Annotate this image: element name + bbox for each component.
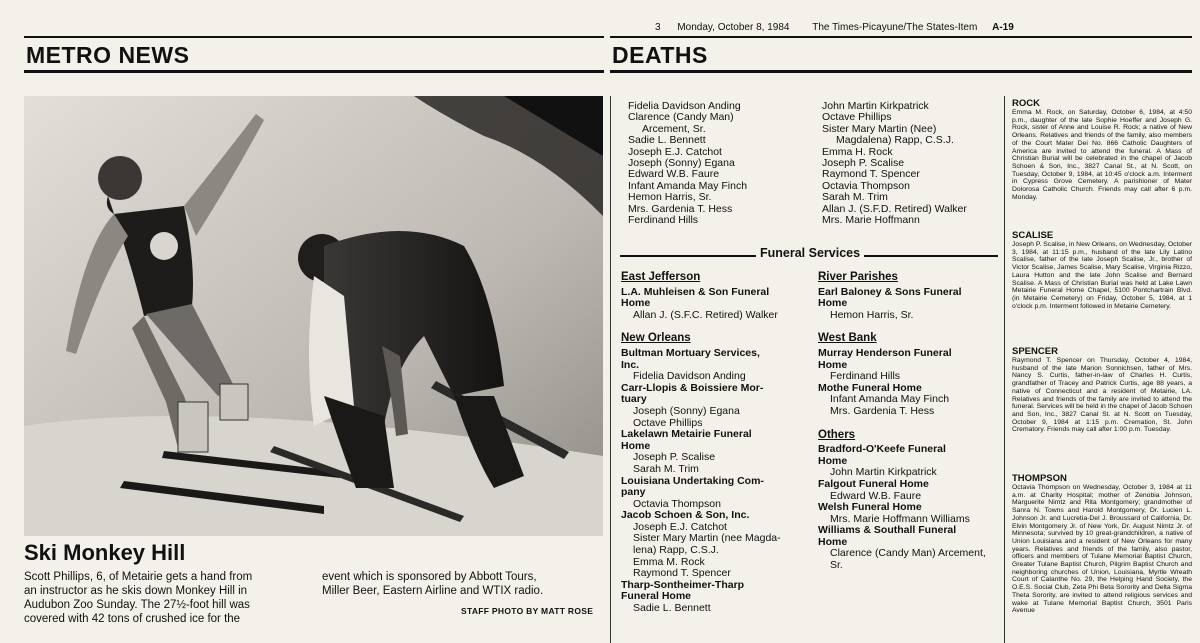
death-name: Hemon Harris, Sr. bbox=[628, 191, 712, 204]
column-divider bbox=[610, 96, 611, 643]
obituary-spencer bbox=[1012, 347, 1192, 434]
top-rule-right bbox=[610, 36, 1192, 38]
death-name: Edward W.B. Faure bbox=[628, 168, 720, 181]
caption-line: Scott Phillips, 6, of Metairie gets a hand from bbox=[24, 571, 253, 583]
funeral-services-heading bbox=[620, 244, 998, 264]
funeral-home: Home bbox=[621, 439, 651, 452]
funeral-home: Williams & Southall Funeral bbox=[818, 524, 957, 537]
deceased-name: Mrs. Gardenia T. Hess bbox=[830, 404, 935, 417]
deaths-title-rule bbox=[610, 70, 1192, 73]
funeral-services-label: Funeral Services bbox=[756, 246, 864, 260]
region-east-jefferson: East Jefferson bbox=[621, 271, 701, 283]
deceased-name: Joseph E.J. Catchot bbox=[633, 520, 727, 533]
funeral-home: L.A. Muhleisen & Son Funeral bbox=[621, 285, 770, 298]
funeral-home: Carr-Llopis & Boissiere Mor- bbox=[621, 381, 764, 394]
obituary-text: Emma M. Rock, on Saturday, October 6, 1984, at 4:50 p.m., daughter of the late Sophie Hoeffer and Joseph G. Rock, sister of Anne and Louise R. Rock; a native of New Orleans. Relatives and friends of the family, also members of the Court Mater Dei No. 866 Catholic Daughters of America are invited to attend the funeral. A Mass of Christian Burial will be celebrated in the chapel of Jacob Schoen & Son, Inc., 3827 Canal St., at N. Scott, on Tuesday, October 9, 1984, at 10:45 o'clock a.m. Interment in Cypress Grove Cemetery. A parishioner of Mater Dolorosa Catholic Church. Friends may call after 6 p.m. Monday. bbox=[1012, 109, 1192, 201]
funeral-home: Home bbox=[621, 297, 651, 310]
funeral-home: Inc. bbox=[621, 358, 640, 371]
metro-title-rule bbox=[24, 70, 604, 73]
paper-name: The Times-Picayune/The States-Item bbox=[812, 22, 978, 33]
deaths-names-col1 bbox=[628, 101, 747, 226]
deceased-name: Raymond T. Spencer bbox=[633, 567, 731, 580]
funeral-home: Louisiana Undertaking Com- bbox=[621, 474, 764, 487]
deceased-name: Hemon Harris, Sr. bbox=[830, 308, 914, 321]
obituary-text: Octavia Thompson on Wednesday, October 3, 1984 at 11 a.m. at Charity Hospital; mother of Zenobia Johnson, Marguerite Nimtz and Rita Montgomery; grandmother of Sanra N. Towns and Harold Montgomery, Dr. Lucien L. Johnson Jr. and Lucretia-Del J. Broussard of California, Dr. Elvin Montgomery Jr. of New York, Dr. August Nimtz Jr. of Minnesota; survived by 10 great-grandchildren, a native of Union Louisiana and a resident of New Orleans for many years. Relatives and friends of the family, also pastor, officers and members of Tulane Memorial Baptist Church, Greater Tulane Baptist Church, Pilgrim Baptist Church and neighboring churches of Union, Louisiana, Myrtle Wreath Court of Calanthe No. 29, the Helping Hand Society, the O.E.S. Social Club, Zeta Phi Beta Sorority and Delta Sigma Theta Sorority, are invited to attend religious services and wake at Tulane Memorial Baptist Church, 3501 Paris Avenue bbox=[1012, 484, 1192, 615]
death-name: Mrs. Marie Hoffmann bbox=[822, 214, 920, 227]
funeral-home: Home bbox=[818, 297, 848, 310]
deceased-name: Sister Mary Martin (nee Magda- bbox=[633, 532, 781, 545]
column-divider bbox=[1004, 96, 1005, 643]
deceased-name: Emma M. Rock bbox=[633, 555, 705, 568]
funeral-home: Mothe Funeral Home bbox=[818, 381, 922, 394]
death-name: Infant Amanda May Finch bbox=[628, 179, 748, 192]
death-name: Clarence (Candy Man) bbox=[628, 111, 734, 124]
region-west-bank: West Bank bbox=[818, 332, 877, 345]
funeral-home: Home bbox=[818, 358, 848, 371]
page-number: 3 bbox=[655, 22, 661, 33]
caption-line: covered with 42 tons of crushed ice for the bbox=[24, 613, 241, 625]
death-name: Emma H. Rock bbox=[822, 145, 893, 158]
photo-credit: STAFF PHOTO BY MATT ROSE bbox=[461, 606, 594, 616]
deceased-name: Ferdinand Hills bbox=[830, 370, 901, 383]
deaths-names-col2 bbox=[822, 101, 967, 226]
death-name: Octave Phillips bbox=[822, 111, 892, 124]
funeral-services-right bbox=[818, 272, 1000, 572]
ski-photo bbox=[24, 96, 603, 536]
funeral-home: Bultman Mortuary Services, bbox=[621, 346, 760, 359]
issue-date: Monday, October 8, 1984 bbox=[677, 22, 790, 33]
obituary-surname: SCALISE bbox=[1012, 230, 1054, 241]
caption-right bbox=[322, 570, 604, 598]
deceased-name: lena) Rapp, C.S.J. bbox=[633, 544, 719, 557]
obituary-surname: THOMPSON bbox=[1012, 474, 1067, 484]
death-name: Arcement, Sr. bbox=[642, 122, 706, 135]
funeral-home: Jacob Schoen & Son, Inc. bbox=[621, 509, 750, 522]
death-name: John Martin Kirkpatrick bbox=[822, 100, 929, 112]
obituary-surname: ROCK bbox=[1012, 98, 1040, 109]
funeral-home: Earl Baloney & Sons Funeral bbox=[818, 285, 962, 298]
deceased-name: Fidelia Davidson Anding bbox=[633, 370, 746, 383]
obituary-rock bbox=[1012, 99, 1192, 201]
funeral-home: tuary bbox=[621, 393, 647, 406]
deceased-name: Infant Amanda May Finch bbox=[830, 393, 950, 406]
death-name: Joseph (Sonny) Egana bbox=[628, 157, 735, 170]
obituary-thompson bbox=[1012, 474, 1192, 643]
death-name: Sister Mary Martin (Nee) bbox=[822, 122, 937, 135]
region-new-orleans: New Orleans bbox=[621, 332, 691, 345]
deceased-name: John Martin Kirkpatrick bbox=[830, 466, 937, 479]
caption-left bbox=[24, 570, 314, 626]
deceased-name: Sadie L. Bennett bbox=[633, 602, 711, 615]
obituary-surname: SPENCER bbox=[1012, 346, 1058, 357]
region-river-parishes: River Parishes bbox=[818, 271, 898, 283]
death-name: Joseph P. Scalise bbox=[822, 157, 905, 170]
page-header bbox=[655, 22, 1014, 33]
caption-line: Miller Beer, Eastern Airline and WTIX radio. bbox=[322, 585, 544, 597]
death-name: Allan J. (S.F.D. Retired) Walker bbox=[822, 202, 967, 215]
death-name: Joseph E.J. Catchot bbox=[628, 145, 722, 158]
deceased-name: Edward W.B. Faure bbox=[830, 489, 922, 502]
deceased-name: Mrs. Marie Hoffmann Williams bbox=[830, 512, 970, 525]
death-name: Magdalena) Rapp, C.S.J. bbox=[836, 134, 954, 147]
deceased-name: Sr. bbox=[830, 559, 843, 572]
deceased-name: Clarence (Candy Man) Arcement, bbox=[830, 547, 986, 560]
caption-line: an instructor as he skis down Monkey Hill in bbox=[24, 585, 248, 597]
death-name: Sarah M. Trim bbox=[822, 191, 888, 204]
deceased-name: Octavia Thompson bbox=[633, 497, 721, 510]
funeral-home: Lakelawn Metairie Funeral bbox=[621, 428, 752, 441]
obituary-scalise bbox=[1012, 231, 1192, 310]
deceased-name: Octave Phillips bbox=[633, 416, 703, 429]
metro-news-title: METRO NEWS bbox=[26, 42, 190, 68]
obituary-text: Joseph P. Scalise, in New Orleans, on Wednesday, October 3, 1984, at 11:15 p.m., husband of the late Lily Latino Scalise, father of the late Joseph Scalise, Jr., brother of Victor Scalise, James Scalise, Mary Scalise, Virginia Rizzo, Laura Hutton and the late John Scalise and Bernard Scalise. A Mass of Christian Burial was held at Lake Lawn Metairie Funeral Home Chapel, 5100 Pontchartrain Blvd. (in Metairie Cemetery) on Friday, October 5, 1984, at 1 o'clock p.m. Interment followed in Metairie Cemetery. bbox=[1012, 241, 1192, 310]
funeral-home: Home bbox=[818, 454, 848, 467]
funeral-home: Tharp-Sontheimer-Tharp bbox=[621, 578, 745, 591]
death-name: Ferdinand Hills bbox=[628, 214, 699, 227]
funeral-home: Welsh Funeral Home bbox=[818, 501, 922, 514]
death-name: Mrs. Gardenia T. Hess bbox=[628, 202, 733, 215]
obituary-text: Raymond T. Spencer on Thursday, October 4, 1984, husband of the late Marion Sonnichsen, father of Mrs. Nancy S. Curtis, father-in-law of Charles H. Curtis, grandfather of Tracey and Patrick Curtis, age 88 years, a native of Connecticut and a resident of Metairie, LA. Relatives and friends of the family are invited to attend the funeral. Services will be held in the chapel of Jacob Schoen and Son, Inc., 3827 Canal St. at N. Scott on Tuesday, October 9, 1984 at 1:15 p.m. Cremation, St. John Crematory. Friends may call after 1:00 p.m. Tuesday. bbox=[1012, 357, 1192, 434]
funeral-home: Murray Henderson Funeral bbox=[818, 346, 952, 359]
death-name: Fidelia Davidson Anding bbox=[628, 100, 741, 112]
photo-headline: Ski Monkey Hill bbox=[24, 540, 186, 565]
funeral-home: pany bbox=[621, 486, 646, 499]
funeral-home: Falgout Funeral Home bbox=[818, 477, 929, 490]
funeral-services-left bbox=[621, 272, 807, 615]
caption-line: Audubon Zoo Sunday. The 27½-foot hill was bbox=[24, 599, 250, 611]
deceased-name: Sarah M. Trim bbox=[633, 462, 699, 475]
region-others: Others bbox=[818, 428, 856, 441]
page-code: A-19 bbox=[992, 22, 1014, 33]
deaths-title: DEATHS bbox=[612, 42, 708, 68]
funeral-home: Funeral Home bbox=[621, 590, 692, 603]
caption-line: event which is sponsored by Abbott Tours, bbox=[322, 571, 537, 583]
funeral-home: Home bbox=[818, 535, 848, 548]
deceased-name: Allan J. (S.F.C. Retired) Walker bbox=[633, 308, 778, 321]
deceased-name: Joseph (Sonny) Egana bbox=[633, 404, 740, 417]
deceased-name: Joseph P. Scalise bbox=[633, 451, 716, 464]
death-name: Sadie L. Bennett bbox=[628, 134, 706, 147]
death-name: Octavia Thompson bbox=[822, 179, 910, 192]
death-name: Raymond T. Spencer bbox=[822, 168, 920, 181]
top-rule-left bbox=[24, 36, 604, 38]
funeral-home: Bradford-O'Keefe Funeral bbox=[818, 443, 946, 456]
